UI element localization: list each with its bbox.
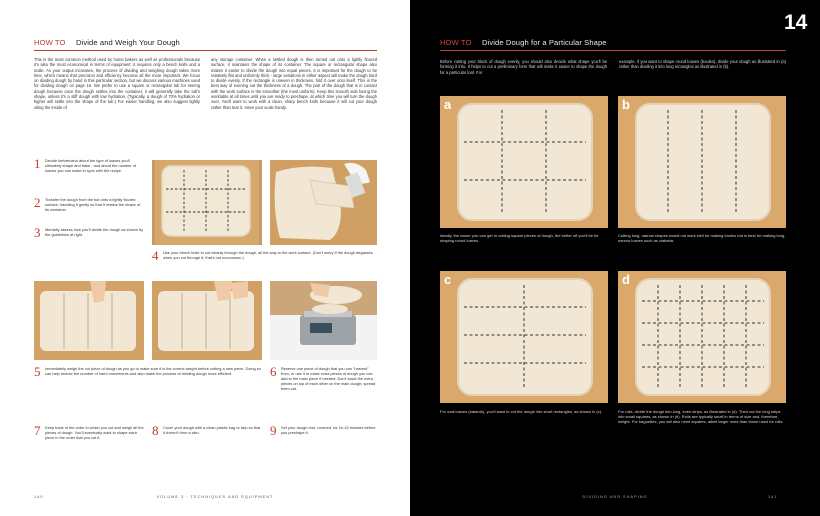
how-to-label: HOW TO [34,38,66,47]
photo-weighing-dough [270,281,377,360]
step-text: Immediately weigh the cut piece of dough as you go to make sure it is the correct weight before cutting a new piece. Doing so can help reduce the number of hand movements and also make the process of dividing dough more efficient. [45,366,261,377]
intro-column-2: example, if you want to shape round loaves (boules), divide your dough as illustrated in (a) rather than dividing it into long rectangles as illustrated in (b). [619,59,786,70]
step-number: 7 [34,423,41,438]
panel-d-caption: For rolls, divide the dough into long, even strips, as illustrated in (d). Then cut the long strips into small squares, as shown in (d). Rolls are typically small in terms of size and, therefore, weight. For baguettes, you will also need squares, albeit larger ones than those used for rolls. [618,409,784,425]
panel-c-caption: For oval loaves (batards), you'll want to cut the dough into short rectangles, as shown in (c). [440,409,603,414]
panel-c-photo [440,271,608,403]
page-number-right: 141 [768,494,778,499]
step-number: 4 [152,248,159,263]
panel-a-photo [440,96,608,228]
step-text: Mentally assess how you'll divide the dough as shown by the guidelines at right. [45,227,144,238]
section-title: Divide Dough for a Particular Shape [481,38,607,47]
panel-a-caption: Ideally, the closer you can get to cutting square pieces of dough, the better off you'll be for shaping round loaves. [440,233,599,244]
step-number: 1 [34,156,41,171]
photo-dough-pieces [152,281,262,360]
step-number: 5 [34,364,41,379]
heading-rule [440,50,786,51]
panel-d-photo [618,271,786,403]
intro-column-1: Before cutting your block of dough evenly, you should also decide what shape you'll be forming it into. It helps to cut a preliminary form that will make it easier to shape the dough for a particular loaf. For [440,59,607,75]
step-text: Keep track of the order in which you cut and weigh all the pieces of dough. You'll eventually want to shape each piece in the order that you cut it. [45,425,144,441]
running-footer-volume: VOLUME 3 · TECHNIQUES AND EQUIPMENT [156,494,274,499]
panel-b-caption: Cutting long, narrow shapes would not work well for making boules but is best for making long, narrow loaves such as ciabatta. [618,233,786,244]
step-text: Transfer the dough from the tub onto a lightly floured surface, handling it gently so that it retains the shape of its container. [45,197,141,213]
photo-dough-strips [34,281,144,360]
how-to-label: HOW TO [440,38,472,47]
photo-cutting-dough [270,160,377,245]
heading-rule [34,50,377,51]
right-heading [440,38,607,47]
left-heading [34,38,180,47]
step-number: 2 [34,195,41,210]
step-number: 8 [152,423,159,438]
intro-column-2: any storage container. When a settled dough is then turned out onto a lightly floured surface, it maintains the shape of its container. The square or rectangular shape also makes it easier to divide the dough into equal pieces. It is important for the dough to be relatively flat and uniformly thick - large variations in either aspect will make the dough hard to divide evenly. If the rectangle is uneven in thickness, fold it over onto itself. This is the best way of evening out the thickness of a dough. The part of the dough that is in contact with the work surface is the smoother (the most uniform). Keep this smooth side facing the worktable at all times until you are ready to preshape, at which time you will turn the dough over. You'll want to work with a clean, sharp bench knife because it will cut your dough rather than tear it. Have your scale handy. [211,57,377,110]
step-text: Reserve one piece of dough that you can "harvest" from, or use it to make extra pieces of dough you can add to the main piece if needed. Don't stack the extra pieces on top of each other on the main dough; spread them out. [281,366,376,392]
step-text: Set your dough rest, covered, for 10-15 minutes before you preshape it. [281,425,376,436]
photo-dough-guidelines [152,160,262,245]
panel-b-photo [618,96,786,228]
step-number: 6 [270,364,277,379]
chapter-number: 14 [784,11,808,34]
panel-c-label: c [444,272,452,287]
panel-b-label: b [622,97,630,112]
step-text: Decide beforehand about the type of loaves you'll ultimately shape and bake - and about the number of loaves you can make in sync with the recipe. [45,158,137,174]
step-text: Cover your dough with a clean plastic bag or tarp so that it doesn't form a skin. [163,425,261,436]
section-title: Divide and Weigh Your Dough [75,38,180,47]
right-page [410,0,820,516]
step-number: 3 [34,225,41,240]
page-number-left: 140 [34,494,44,499]
step-text: Use your bench knife to cut cleanly through the dough, all the way to the work surface. (Don't worry if the dough degasses when you cut through it; that's not uncommon.) [163,250,373,261]
intro-column-1: This is the most common method used by home bakers as well as professionals because it's also the most economical in terms of equipment: it requires only a bench knife and a scale. As your output increases, the process of dividing and weighing dough takes more time, which means that precision and efficiency become all the more important. We focus on dividing dough by hand in this particular section, but we discuss various machines used for dividing dough on page 16. We prefer to use a square or rectangular tub for storing dough because once the dough settles into the container, it will generally take the tub's shape, unless it's a stiff dough with low hydration. (Typically, a dough of 70% hydration or higher will settle into the shape of the tub.) For easier handling, we also suggest lightly oiling the inside of [34,57,200,110]
panel-a-label: a [444,97,452,112]
running-footer-section: DIVIDING AND SHAPING [582,494,648,499]
panel-d-label: d [622,272,630,287]
step-number: 9 [270,423,277,438]
